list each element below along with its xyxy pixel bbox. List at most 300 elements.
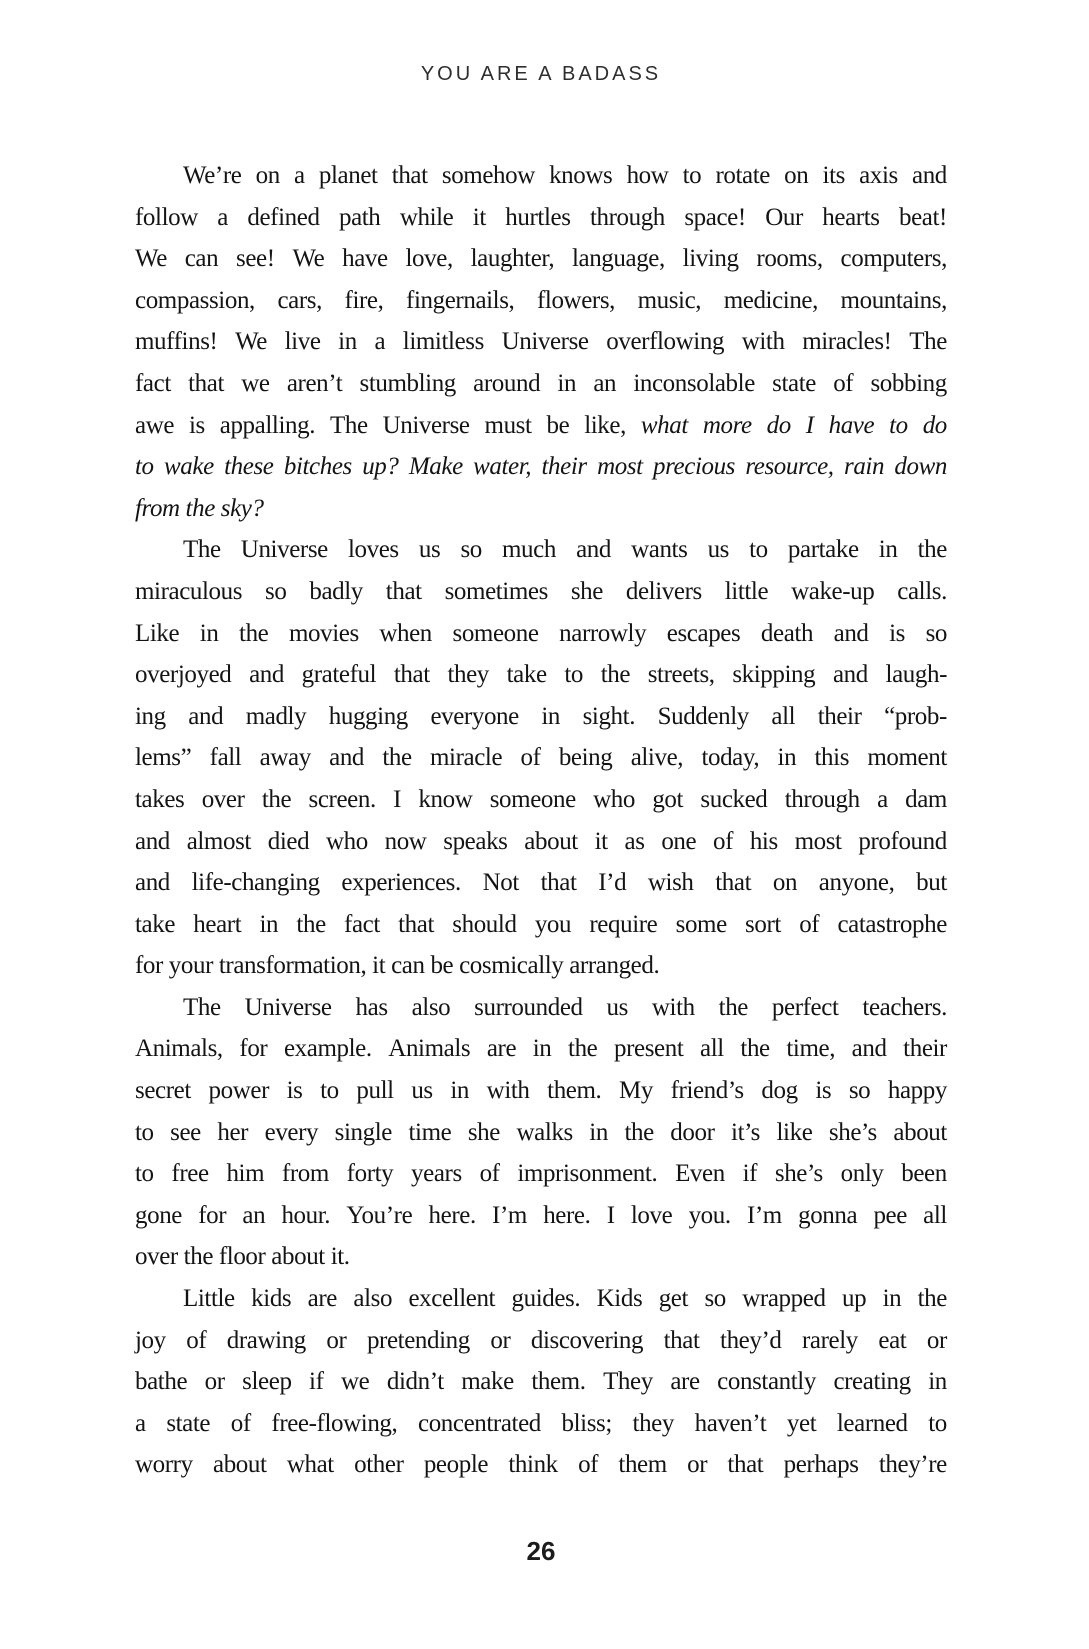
word: ing: [135, 702, 166, 730]
text-line: [135, 571, 947, 613]
word: to: [135, 453, 154, 481]
word: they: [632, 1409, 674, 1437]
word: when: [379, 619, 432, 647]
word: perfect: [771, 993, 839, 1021]
word: We: [235, 328, 267, 356]
word: been: [901, 1160, 947, 1188]
word: haven’t: [694, 1409, 767, 1437]
word: profound: [858, 827, 947, 855]
word: also: [411, 993, 451, 1021]
word: free: [171, 1160, 209, 1188]
word: I’m: [746, 1201, 782, 1229]
word: Animals: [388, 1035, 471, 1063]
word: a: [217, 203, 228, 231]
word: Even: [675, 1160, 725, 1188]
word: heart: [193, 910, 242, 938]
text-line: [135, 321, 947, 363]
word: and: [329, 744, 365, 772]
word: most: [794, 827, 842, 855]
word: gone: [135, 1201, 182, 1229]
word: that: [188, 369, 224, 397]
word: in: [878, 536, 898, 564]
paragraph: [135, 529, 947, 987]
word: The: [909, 328, 947, 356]
word: partake: [787, 536, 859, 564]
word: of: [186, 1326, 207, 1354]
word: in: [259, 910, 279, 938]
word: I: [393, 785, 402, 813]
word: excellent: [408, 1285, 496, 1313]
word: loves: [347, 536, 399, 564]
word: these: [224, 453, 274, 481]
word: dog: [761, 1077, 798, 1105]
word: here.: [428, 1201, 476, 1229]
word: the: [624, 1118, 654, 1146]
word: precious: [653, 453, 736, 481]
word: she: [570, 577, 603, 605]
word: teachers.: [862, 993, 947, 1021]
text-line: [135, 779, 947, 821]
word: We: [135, 245, 167, 273]
word: that: [663, 1326, 700, 1354]
word: awe: [135, 411, 175, 439]
word: defined: [247, 203, 320, 231]
word: state: [166, 1409, 211, 1437]
text-line: [135, 654, 947, 696]
word: in: [928, 1368, 947, 1396]
word: speaks: [443, 827, 508, 855]
word: takes: [135, 785, 185, 813]
text-line: [135, 1278, 947, 1320]
word: should: [452, 910, 517, 938]
word: door: [670, 1118, 715, 1146]
word: dam: [905, 785, 947, 813]
word: sleep: [242, 1368, 292, 1396]
word: love,: [405, 245, 453, 273]
word: that: [385, 577, 422, 605]
text-line: [135, 405, 947, 447]
word: everyone: [430, 702, 519, 730]
word: grateful: [301, 661, 377, 689]
word: this: [814, 744, 850, 772]
word: are: [486, 1035, 517, 1063]
word: wake-up: [791, 577, 875, 605]
word: Animals,: [135, 1035, 223, 1063]
text-line: [135, 1444, 947, 1486]
word: love: [630, 1201, 673, 1229]
word: about: [893, 1118, 947, 1146]
word: little: [724, 577, 769, 605]
word: bliss;: [561, 1409, 612, 1437]
word: example.: [283, 1035, 372, 1063]
word: so: [460, 536, 482, 564]
word: she: [467, 1118, 500, 1146]
word: down: [894, 453, 947, 481]
word: it: [472, 203, 486, 231]
word: his: [749, 827, 778, 855]
word: fingernails,: [406, 286, 515, 314]
word: computers,: [840, 245, 947, 273]
word: didn’t: [386, 1368, 444, 1396]
word: the: [600, 661, 631, 689]
word: like: [776, 1118, 813, 1146]
word: about: [524, 827, 578, 855]
word: a: [135, 1409, 146, 1437]
word: Like: [135, 619, 180, 647]
text-segment: for your transformation, it can be cosmically arranged.: [135, 952, 660, 980]
word: what: [640, 411, 688, 439]
word: rain: [843, 453, 885, 481]
word: as: [624, 827, 645, 855]
word: appalling.: [219, 411, 316, 439]
word: wake: [164, 453, 214, 481]
word: us: [411, 1077, 433, 1105]
word: is: [815, 1077, 832, 1105]
word: of: [520, 744, 541, 772]
word: limitless: [402, 328, 484, 356]
word: on: [255, 162, 280, 189]
word: take: [506, 661, 547, 689]
word: I’d: [598, 869, 627, 897]
word: an: [593, 369, 617, 397]
word: to: [135, 1118, 154, 1146]
word: rooms,: [756, 245, 823, 273]
word: someone: [452, 619, 539, 647]
word: only: [840, 1160, 884, 1188]
text-line: [135, 1153, 947, 1195]
word: most: [597, 453, 643, 481]
word: or: [326, 1326, 347, 1354]
word: some: [675, 910, 727, 938]
word: they’re: [878, 1451, 947, 1479]
text-segment: from the sky?: [135, 494, 264, 522]
word: stumbling: [359, 369, 456, 397]
word: think: [508, 1451, 558, 1479]
word: alive,: [630, 744, 684, 772]
word: do: [922, 411, 947, 439]
word: wish: [647, 869, 694, 897]
word: and: [851, 1035, 887, 1063]
word: The: [329, 411, 368, 439]
word: of: [833, 369, 854, 397]
word: madly: [245, 702, 307, 730]
word: imprisonment.: [517, 1160, 658, 1188]
word: who: [593, 785, 635, 813]
word: in: [882, 1285, 902, 1313]
word: narrowly: [559, 619, 647, 647]
word: creating: [833, 1368, 911, 1396]
word: through: [784, 785, 860, 813]
word: discovering: [530, 1326, 644, 1354]
word: them.: [531, 1368, 586, 1396]
word: now: [384, 827, 427, 855]
word: anyone,: [818, 869, 895, 897]
word: beat!: [898, 203, 947, 231]
paragraph: [135, 1278, 947, 1486]
word: who: [325, 827, 368, 855]
word: drawing: [226, 1326, 306, 1354]
word: that: [540, 869, 577, 897]
text-line: [135, 363, 947, 405]
word: you.: [688, 1201, 731, 1229]
word: her: [217, 1118, 249, 1146]
word: miracle: [430, 744, 503, 772]
word: friend’s: [670, 1077, 744, 1105]
text-line: [135, 945, 947, 987]
word: mountains,: [840, 286, 947, 314]
word: time: [408, 1118, 452, 1146]
word: hour.: [281, 1201, 331, 1229]
word: every: [264, 1118, 319, 1146]
word: got: [652, 785, 684, 813]
word: gonna: [798, 1201, 858, 1229]
word: flowers,: [536, 286, 615, 314]
word: that: [391, 162, 428, 189]
page-body-text: [135, 155, 947, 1486]
text-line: [135, 1070, 947, 1112]
word: is: [188, 411, 205, 439]
word: live: [284, 328, 321, 356]
word: see: [170, 1118, 201, 1146]
word: can: [184, 245, 219, 273]
word: power: [208, 1077, 269, 1105]
word: Universe: [382, 411, 470, 439]
word: the: [568, 1035, 598, 1063]
word: to: [889, 411, 908, 439]
word: their: [903, 1035, 947, 1063]
word: follow: [135, 203, 198, 231]
word: music,: [637, 286, 702, 314]
word: screen.: [308, 785, 376, 813]
word: axis: [859, 162, 898, 189]
text-line: [135, 904, 947, 946]
word: knows: [549, 162, 613, 189]
word: You’re: [346, 1201, 413, 1229]
word: worry: [135, 1451, 193, 1479]
word: has: [355, 993, 388, 1021]
word: living: [682, 245, 739, 273]
word: constantly: [717, 1368, 816, 1396]
word: how: [626, 162, 669, 189]
word: single: [334, 1118, 392, 1146]
word: while: [399, 203, 454, 231]
word: to: [749, 536, 768, 564]
word: all: [771, 702, 796, 730]
word: make: [461, 1368, 514, 1396]
word: people: [423, 1451, 489, 1479]
word: in: [199, 619, 219, 647]
running-header: YOU ARE A BADASS: [420, 63, 662, 85]
word: here.: [543, 1201, 591, 1229]
word: delivers: [625, 577, 702, 605]
word: The: [183, 993, 221, 1021]
word: other: [354, 1451, 404, 1479]
word: we: [241, 369, 270, 397]
word: them: [618, 1451, 667, 1479]
text-line: [135, 1403, 947, 1445]
word: streets,: [647, 661, 715, 689]
word: and: [912, 162, 947, 189]
word: of: [578, 1451, 599, 1479]
word: wrapped: [742, 1285, 826, 1313]
word: The: [183, 536, 221, 564]
word: compassion,: [135, 286, 255, 314]
word: or: [687, 1451, 708, 1479]
word: all: [923, 1201, 947, 1229]
word: sobbing: [870, 369, 947, 397]
word: catastrophe: [837, 910, 947, 938]
word: that: [398, 910, 435, 938]
word: him: [226, 1160, 265, 1188]
text-line: [135, 821, 947, 863]
word: inconsolable: [633, 369, 755, 397]
word: from: [281, 1160, 329, 1188]
word: the: [382, 744, 412, 772]
word: yet: [786, 1409, 817, 1437]
word: to: [564, 661, 583, 689]
word: are: [307, 1285, 337, 1313]
word: about: [213, 1451, 267, 1479]
word: it: [594, 827, 608, 855]
word: forty: [346, 1160, 394, 1188]
word: badly: [309, 577, 363, 605]
word: kids: [251, 1285, 292, 1313]
word: overflowing: [606, 328, 725, 356]
word: you: [534, 910, 572, 938]
word: their: [817, 702, 862, 730]
word: Make: [408, 453, 463, 481]
word: sort: [745, 910, 781, 938]
word: water,: [473, 453, 532, 481]
word: laughter,: [470, 245, 555, 273]
word: is: [889, 619, 905, 647]
word: Universe: [240, 536, 328, 564]
word: today,: [701, 744, 760, 772]
word: with: [486, 1077, 530, 1105]
word: fact: [344, 910, 380, 938]
word: or: [926, 1326, 947, 1354]
text-line: [135, 155, 947, 197]
text-line: [135, 987, 947, 1029]
word: to: [928, 1409, 947, 1437]
word: medicine,: [723, 286, 818, 314]
word: up?: [362, 453, 399, 481]
word: present: [613, 1035, 684, 1063]
word: and: [576, 536, 611, 564]
text-line: [135, 446, 947, 488]
text-line: [135, 529, 947, 571]
word: and: [832, 661, 868, 689]
word: somehow: [441, 162, 535, 189]
word: sometimes: [444, 577, 548, 605]
word: Universe: [244, 993, 332, 1021]
word: if: [742, 1160, 758, 1188]
word: us: [418, 536, 441, 564]
word: We’re: [183, 162, 242, 189]
word: muffins!: [135, 328, 218, 356]
word: in: [450, 1077, 470, 1105]
text-line: [135, 696, 947, 738]
word: fact: [135, 369, 171, 397]
word: like,: [584, 411, 626, 439]
word: years: [411, 1160, 462, 1188]
word: death: [760, 619, 814, 647]
word: if: [309, 1368, 324, 1396]
text-line: [135, 488, 947, 530]
word: bitches: [283, 453, 352, 481]
word: she’s: [828, 1118, 877, 1146]
word: in: [338, 328, 357, 356]
word: laugh-: [885, 661, 947, 689]
word: in: [532, 1035, 552, 1063]
word: in: [557, 369, 577, 397]
text-segment: over the floor about it.: [135, 1243, 350, 1271]
text-line: [135, 197, 947, 239]
word: and: [188, 702, 224, 730]
word: perhaps: [783, 1451, 859, 1479]
word: fire,: [344, 286, 384, 314]
word: My: [619, 1077, 653, 1105]
word: get: [658, 1285, 689, 1313]
text-line: [135, 1112, 947, 1154]
word: and: [249, 661, 284, 689]
word: more: [702, 411, 752, 439]
word: have: [828, 411, 875, 439]
text-line: [135, 1028, 947, 1070]
word: died: [267, 827, 310, 855]
word: so: [704, 1285, 726, 1313]
text-line: [135, 1320, 947, 1362]
word: be: [546, 411, 570, 439]
word: are: [670, 1368, 700, 1396]
word: that: [393, 661, 430, 689]
word: pretending: [366, 1326, 470, 1354]
word: miracles!: [802, 328, 892, 356]
text-line: [135, 238, 947, 280]
word: or: [490, 1326, 511, 1354]
word: sucked: [700, 785, 768, 813]
word: the: [296, 910, 326, 938]
word: They: [603, 1368, 653, 1396]
word: moment: [867, 744, 947, 772]
word: of: [799, 910, 820, 938]
word: being: [558, 744, 613, 772]
word: and: [135, 827, 170, 855]
word: aren’t: [286, 369, 343, 397]
word: of: [479, 1160, 500, 1188]
word: to: [320, 1077, 339, 1105]
word: secret: [135, 1077, 191, 1105]
word: and: [833, 619, 869, 647]
word: happy: [887, 1077, 947, 1105]
word: I’m: [492, 1201, 527, 1229]
text-line: [135, 1236, 947, 1278]
word: hurtles: [505, 203, 571, 231]
word: sight.: [582, 702, 636, 730]
word: almost: [186, 827, 251, 855]
word: but: [916, 869, 947, 897]
word: in: [777, 744, 797, 772]
word: them.: [547, 1077, 602, 1105]
word: rotate: [715, 162, 770, 189]
word: I: [606, 1201, 615, 1229]
word: up: [841, 1285, 867, 1313]
word: through: [589, 203, 665, 231]
word: away: [259, 744, 311, 772]
word: on: [784, 162, 809, 189]
word: Suddenly: [657, 702, 749, 730]
word: do: [766, 411, 791, 439]
